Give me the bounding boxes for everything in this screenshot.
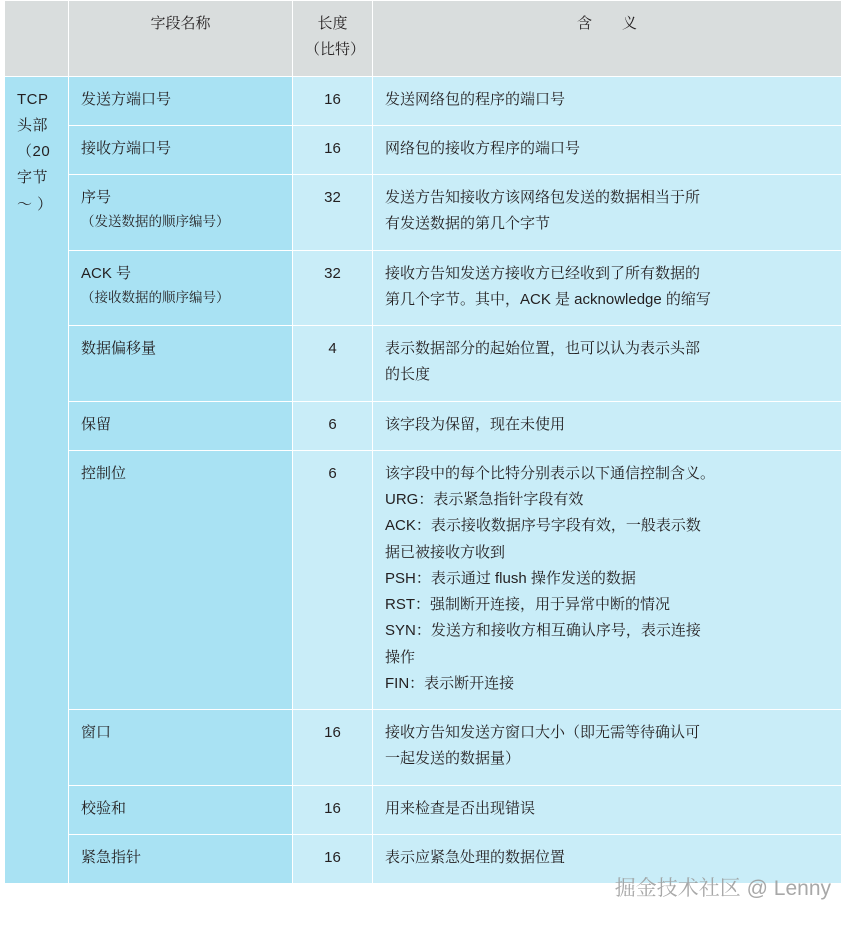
field-length-cell: 32 bbox=[293, 250, 373, 326]
group-label-line: （20 bbox=[17, 143, 51, 160]
group-label-line: 字节 bbox=[17, 169, 49, 187]
field-meaning-cell bbox=[373, 834, 842, 883]
table-row bbox=[5, 450, 842, 709]
meaning-line: FIN：表示断开连接 bbox=[385, 674, 515, 692]
meaning-line: 该字段中的每个比特分别表示以下通信控制含义。 bbox=[385, 464, 716, 482]
row-group-label-tcp-header bbox=[5, 76, 69, 884]
group-label-line: TCP bbox=[17, 90, 49, 108]
watermark-text: 掘金技术社区 @ Lenny bbox=[614, 877, 831, 900]
meaning-line: 该字段为保留，现在未使用 bbox=[385, 415, 566, 433]
meaning-line: 一起发送的数据量） bbox=[385, 750, 521, 768]
field-name-text: 数据偏移量 bbox=[81, 340, 157, 357]
field-length-cell: 16 bbox=[293, 785, 373, 834]
table-row bbox=[5, 710, 842, 786]
table-row bbox=[5, 785, 842, 834]
meaning-line: 网络包的接收方程序的端口号 bbox=[385, 139, 581, 157]
field-meaning-cell bbox=[373, 76, 842, 125]
field-name-cell bbox=[69, 250, 293, 326]
field-name-text: 控制位 bbox=[81, 464, 127, 482]
meaning-line: 接收方告知发送方接收方已经收到了所有数据的 bbox=[385, 264, 701, 282]
meaning-line: 用来检查是否出现错误 bbox=[385, 799, 536, 817]
table-header bbox=[5, 1, 842, 77]
field-meaning-cell bbox=[373, 401, 842, 450]
meaning-line: 表示应紧急处理的数据位置 bbox=[385, 848, 566, 866]
field-length-cell: 32 bbox=[293, 175, 373, 251]
meaning-line: 发送方告知接收方该网络包发送的数据相当于所 bbox=[385, 189, 701, 206]
meaning-line: 操作 bbox=[385, 648, 416, 666]
field-name-text: 保留 bbox=[81, 415, 112, 433]
table-row bbox=[5, 125, 842, 174]
meaning-line: 表示数据部分的起始位置，也可以认为表示头部 bbox=[385, 340, 701, 357]
field-meaning-cell bbox=[373, 175, 842, 251]
meaning-line: URG：表示紧急指针字段有效 bbox=[385, 491, 584, 508]
field-name-text: ACK 号 bbox=[81, 264, 132, 282]
table-row bbox=[5, 76, 842, 125]
field-name-text: 窗口 bbox=[81, 724, 112, 741]
field-name-cell bbox=[69, 326, 293, 402]
field-meaning-cell bbox=[373, 450, 842, 709]
field-name-cell bbox=[69, 834, 293, 883]
field-length-cell: 6 bbox=[293, 450, 373, 709]
meaning-line: 据已被接收方收到 bbox=[385, 543, 506, 561]
field-name-text: 发送方端口号 bbox=[81, 90, 172, 108]
table-row bbox=[5, 175, 842, 251]
field-length-cell: 6 bbox=[293, 401, 373, 450]
column-header-length-line1: 长度 bbox=[317, 15, 348, 32]
field-length-cell: 4 bbox=[293, 326, 373, 402]
field-meaning-cell bbox=[373, 326, 842, 402]
group-label-line: 头部 bbox=[17, 116, 49, 134]
meaning-line: 第几个字节。其中，ACK 是 acknowledge 的缩写 bbox=[385, 290, 711, 308]
field-name-text: 紧急指针 bbox=[81, 848, 142, 866]
meaning-line: SYN：发送方和接收方相互确认序号，表示连接 bbox=[385, 622, 701, 640]
column-header-group bbox=[5, 1, 69, 77]
field-name-cell bbox=[69, 785, 293, 834]
column-header-length bbox=[293, 1, 373, 77]
table-header-row bbox=[5, 1, 842, 77]
field-name-text: 序号 bbox=[81, 189, 112, 206]
table-row bbox=[5, 326, 842, 402]
field-length-cell: 16 bbox=[293, 125, 373, 174]
meaning-line: ACK：表示接收数据序号字段有效，一般表示数 bbox=[385, 517, 701, 535]
meaning-line: 发送网络包的程序的端口号 bbox=[385, 90, 566, 108]
field-name-text: 接收方端口号 bbox=[81, 139, 172, 157]
table-row bbox=[5, 401, 842, 450]
tcp-header-fields-table bbox=[4, 0, 842, 884]
field-name-cell bbox=[69, 450, 293, 709]
column-header-length-line2: （比特） bbox=[305, 41, 366, 59]
field-meaning-cell bbox=[373, 710, 842, 786]
field-name-cell bbox=[69, 125, 293, 174]
field-meaning-cell bbox=[373, 785, 842, 834]
meaning-line: RST：强制断开连接，用于异常中断的情况 bbox=[385, 596, 671, 613]
meaning-line: 接收方告知发送方窗口大小（即无需等待确认可 bbox=[385, 724, 701, 741]
field-name-cell bbox=[69, 401, 293, 450]
field-meaning-cell bbox=[373, 125, 842, 174]
column-header-meaning: 含 义 bbox=[373, 1, 842, 77]
column-header-field-name: 字段名称 bbox=[69, 1, 293, 77]
field-name-subtext: （发送数据的顺序编号） bbox=[81, 214, 230, 230]
meaning-line: 的长度 bbox=[385, 366, 431, 384]
field-name-cell bbox=[69, 175, 293, 251]
field-length-cell: 16 bbox=[293, 834, 373, 883]
field-name-subtext: （接收数据的顺序编号） bbox=[81, 289, 230, 305]
meaning-line: 有发送数据的第几个字节 bbox=[385, 215, 551, 233]
table-row bbox=[5, 834, 842, 883]
table-body bbox=[5, 76, 842, 884]
field-name-cell bbox=[69, 76, 293, 125]
meaning-line: PSH：表示通过 flush 操作发送的数据 bbox=[385, 569, 636, 587]
field-length-cell: 16 bbox=[293, 710, 373, 786]
table-row bbox=[5, 250, 842, 326]
field-meaning-cell bbox=[373, 250, 842, 326]
field-length-cell: 16 bbox=[293, 76, 373, 125]
field-name-text: 校验和 bbox=[81, 799, 127, 817]
group-label-line: ～ ） bbox=[17, 195, 53, 213]
field-name-cell bbox=[69, 710, 293, 786]
